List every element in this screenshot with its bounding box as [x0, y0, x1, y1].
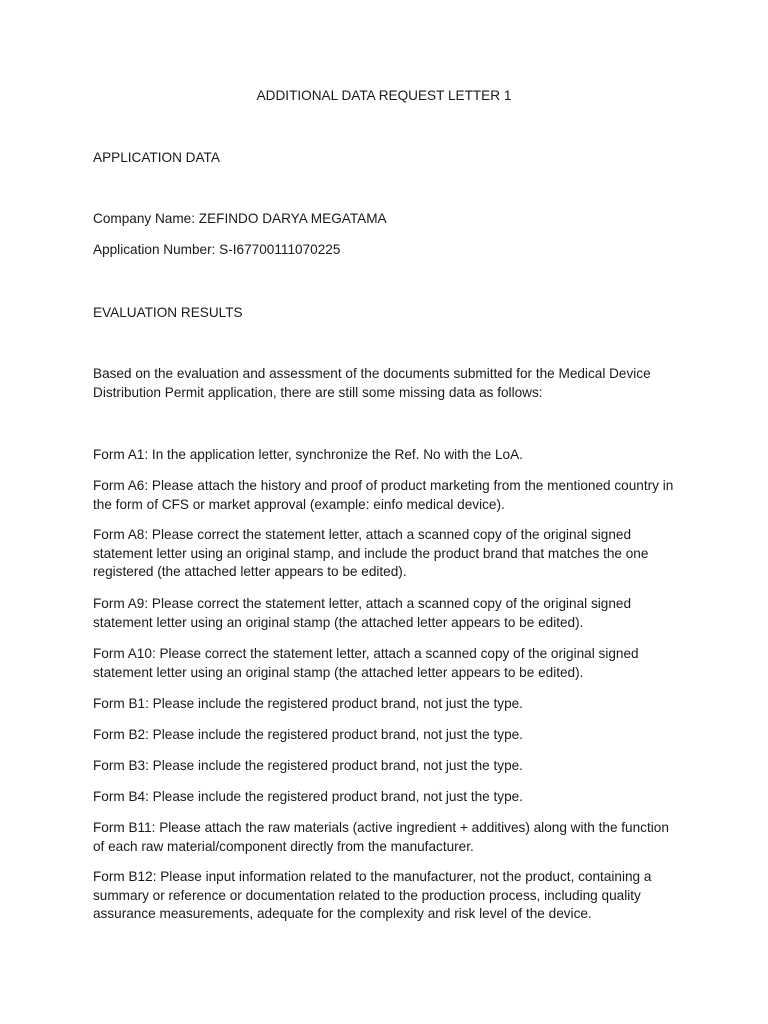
form-label: Form B12 [93, 869, 153, 884]
evaluation-intro: Based on the evaluation and assessment of the documents submitted for the Medical Device Distribution Permit application, there are still some missing data as follows: [93, 366, 651, 400]
form-label: Form B3 [93, 758, 146, 773]
form-label: Form B4 [93, 789, 146, 804]
document-title: ADDITIONAL DATA REQUEST LETTER 1 [256, 88, 512, 103]
form-requirement: : Please input information related to the manufacturer, not the product, containing a summary or reference or documentation related to the production process, including quality assurance measurements, adequate for the complexity and risk level of the device. [93, 869, 652, 922]
form-label: Form B2 [93, 727, 146, 742]
list-item-form-b3 [93, 757, 683, 776]
evaluation-results-heading: EVALUATION RESULTS [93, 305, 243, 320]
form-requirement: : Please include the registered product brand, not just the type. [145, 696, 523, 711]
form-requirement: : Please attach the history and proof of product marketing from the mentioned country in the form of CFS or market approval (example: einfo medical device). [93, 478, 674, 512]
form-requirement: : In the application letter, synchronize the Ref. No with the LoA. [144, 447, 523, 462]
form-label: Form A6 [93, 478, 145, 493]
list-item-form-b12 [93, 868, 683, 924]
list-item-form-a9 [93, 595, 683, 632]
form-requirement: : Please correct the statement letter, attach a scanned copy of the original signed statement letter using an original stamp, and include the product brand that matches the one registered (the attached letter appears to be edited). [93, 527, 649, 580]
list-item-form-b2 [93, 726, 683, 745]
application-data-heading: APPLICATION DATA [93, 150, 220, 165]
form-label: Form B11 [93, 820, 152, 835]
list-item-form-b1 [93, 695, 683, 714]
form-label: Form A9 [93, 596, 145, 611]
form-requirement: : Please include the registered product brand, not just the type. [145, 727, 523, 742]
list-item-form-b4 [93, 788, 683, 807]
list-item-form-a6 [93, 477, 683, 514]
form-requirement: : Please include the registered product brand, not just the type. [145, 758, 523, 773]
form-label: Form A8 [93, 527, 145, 542]
form-requirement: : Please include the registered product brand, not just the type. [145, 789, 523, 804]
form-requirement: : Please correct the statement letter, attach a scanned copy of the original signed statement letter using an original stamp (the attached letter appears to be edited). [93, 596, 632, 630]
form-requirement: : Please attach the raw materials (active ingredient + additives) along with the function of each raw material/component directly from the manufacturer. [93, 820, 669, 854]
application-number: Application Number: S-I67700111070225 [93, 242, 341, 257]
form-label: Form A1 [93, 447, 145, 462]
list-item-form-a10 [93, 645, 683, 682]
list-item-form-b11 [93, 819, 683, 856]
form-label: Form A10 [93, 646, 152, 661]
company-name: Company Name: ZEFINDO DARYA MEGATAMA [93, 211, 387, 226]
list-item-form-a8 [93, 526, 683, 582]
form-requirement: : Please correct the statement letter, attach a scanned copy of the original signed statement letter using an original stamp (the attached letter appears to be edited). [93, 646, 639, 680]
form-label: Form B1 [93, 696, 146, 711]
list-item-form-a1 [93, 446, 683, 465]
